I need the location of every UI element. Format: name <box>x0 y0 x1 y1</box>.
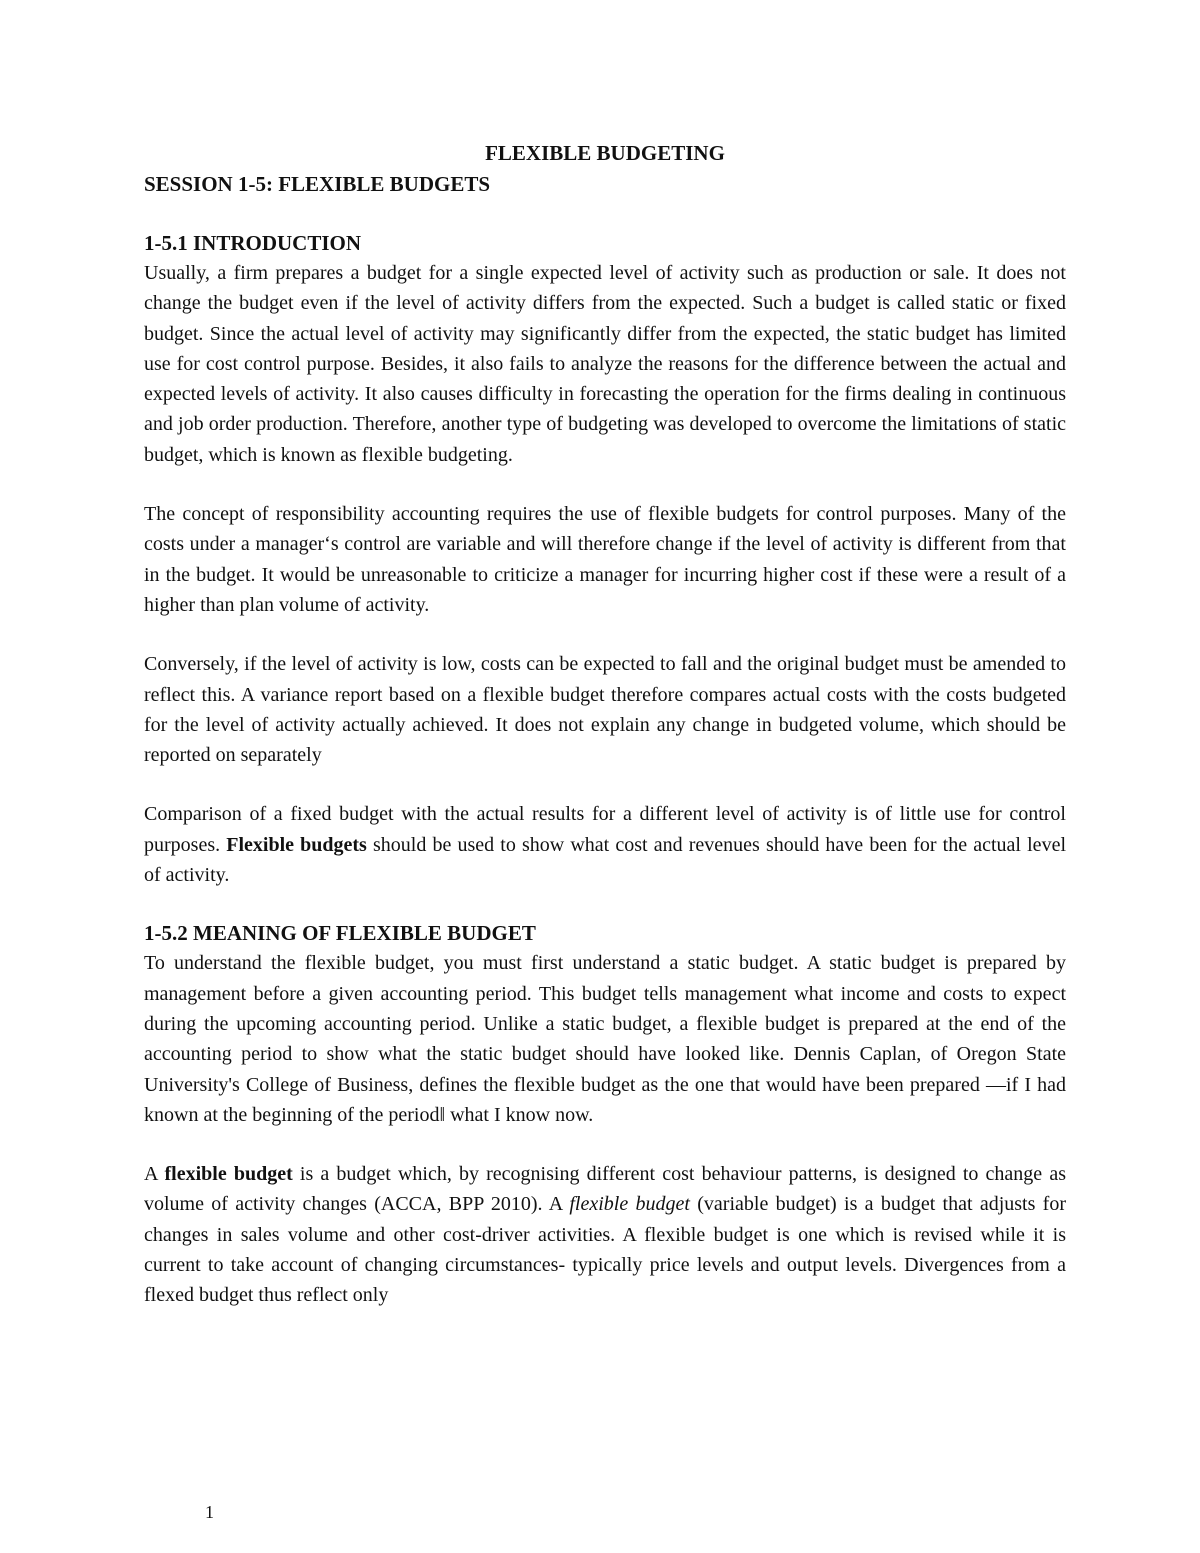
meaning-paragraph-2-italic: flexible budget <box>569 1193 690 1216</box>
intro-paragraph-3: Conversely, if the level of activity is low, costs can be expected to fall and the original budget must be amended to reflect this. A variance report based on a flexible budget therefore compares actual costs with the costs budgeted for the level of activity actually achieved. It does not explain any change in budgeted volume, which should be reported on separately <box>144 653 1066 767</box>
intro-paragraph-1: Usually, a firm prepares a budget for a single expected level of activity such as production or sale. It does not change the budget even if the level of activity differs from the expected. Such a budget is called static or fixed budget. Since the actual level of activity may significantly differ from the expected, the static budget has limited use for cost control purpose. Besides, it also fails to analyze the reasons for the difference between the actual and expected levels of activity. It also causes difficulty in forecasting the operation for the firms dealing in continuous and job order production. Therefore, another type of budgeting was developed to overcome the limitations of static budget, which is known as flexible budgeting. <box>144 262 1066 466</box>
intro-paragraph-2: The concept of responsibility accounting requires the use of flexible budgets for control purposes. Many of the costs under a manager‘s control are variable and will therefore change if the level of activity is different from that in the budget. It would be unreasonable to criticize a manager for incurring higher cost if these were a result of a higher than plan volume of activity. <box>144 503 1066 616</box>
intro-paragraph-4-bold: Flexible budgets <box>226 833 367 856</box>
meaning-paragraph-2-b: is a budget which, by recognising different cost behaviour patterns, is designed to change as volume of activity changes (ACCA, BPP 2010). A <box>144 1163 1066 1216</box>
meaning-heading: 1-5.2 MEANING OF FLEXIBLE BUDGET <box>144 921 536 946</box>
document-page <box>144 138 1066 1311</box>
session-heading: SESSION 1-5: FLEXIBLE BUDGETS <box>144 172 491 196</box>
meaning-paragraph-2-bold: flexible budget <box>164 1163 293 1186</box>
intro-paragraph-4 <box>144 799 1066 890</box>
meaning-paragraph-2-a: A <box>144 1163 165 1186</box>
intro-paragraph-4-start: Comparison of a fixed budget with the actual results for a different level of activity is of little use for control purposes. <box>144 803 1066 856</box>
meaning-paragraph-2-c: (variable budget) is a budget that adjusts for changes in sales volume and other cost-driver activities. A flexible budget is one which is revised while it is current to take account of changing circumstances- typically price levels and output levels. Divergences from a flexed budget thus reflect only <box>144 1193 1066 1307</box>
meaning-paragraph-1: To understand the flexible budget, you must first understand a static budget. A static budget is prepared by management before a given accounting period. This budget tells management what income and costs to expect during the upcoming accounting period. Unlike a static budget, a flexible budget is prepared at the end of the accounting period to show what the static budget should have looked like. Dennis Caplan, of Oregon State University's College of Business, defines the flexible budget as the one that would have been prepared ―if I had known at the beginning of the period‖ what I know now. <box>144 952 1066 1126</box>
meaning-paragraph-2 <box>144 1159 1066 1310</box>
intro-paragraph-4-end: should be used to show what cost and revenues should have been for the actual level of activity. <box>144 833 1066 887</box>
document-title: FLEXIBLE BUDGETING <box>485 141 725 165</box>
introduction-heading: 1-5.1 INTRODUCTION <box>144 231 362 255</box>
page-number: 1 <box>205 1502 214 1522</box>
